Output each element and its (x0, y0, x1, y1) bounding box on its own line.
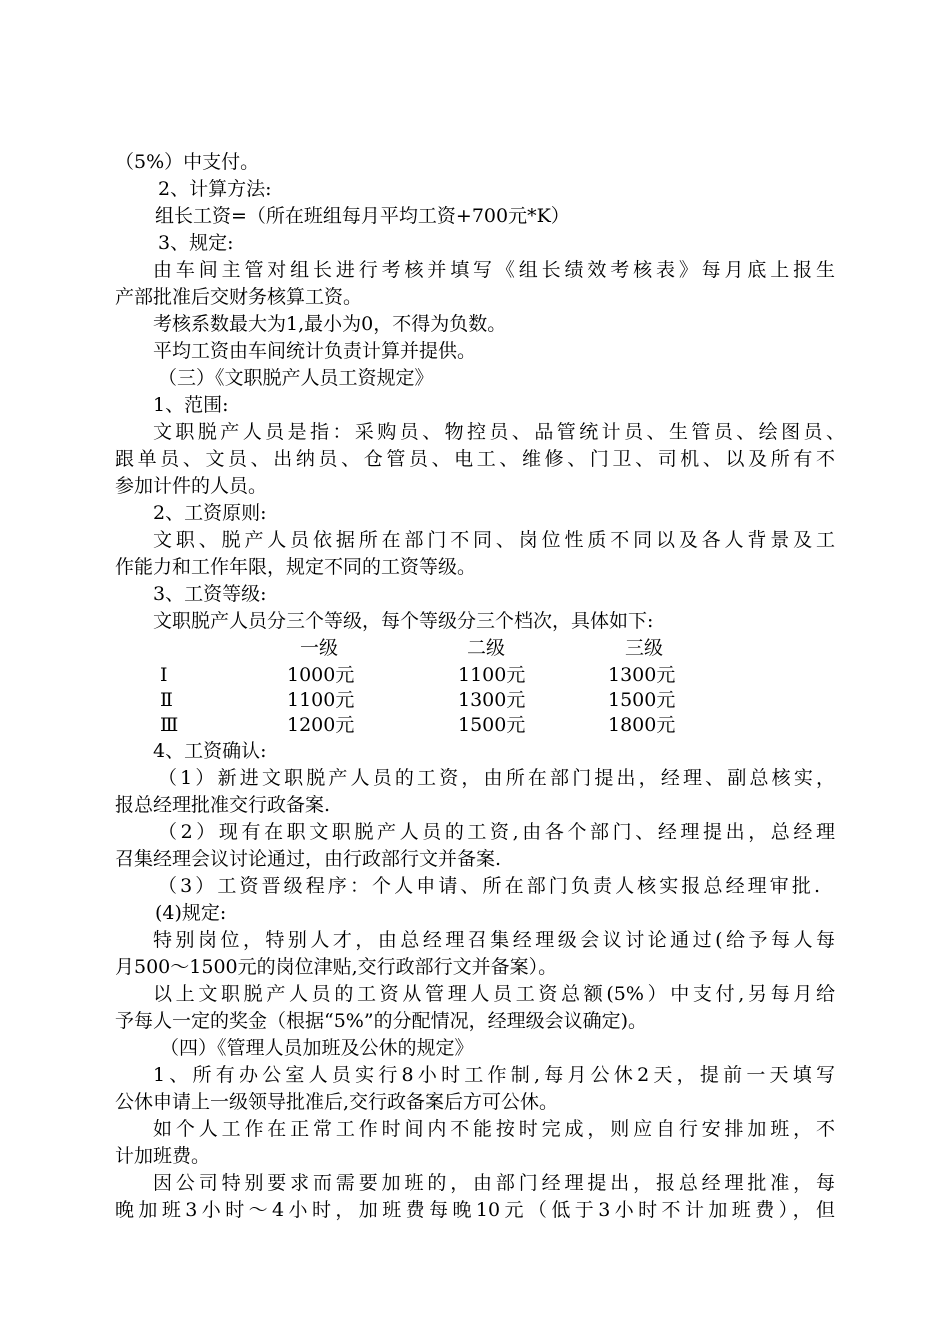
text-line: 4、工资确认: (153, 740, 267, 762)
text-line: 1、范围: (153, 394, 229, 416)
table-cell: 1800元 (608, 714, 676, 736)
text-line: 因公司特别要求而需要加班的，由部门经理提出，报总经理批准，每 (153, 1172, 835, 1194)
section-heading: （四）《管理人员加班及公休的规定》 (160, 1037, 474, 1059)
text-line: 如个人工作在正常工作时间内不能按时完成，则应自行安排加班，不 (153, 1118, 835, 1140)
text-line: 3、规定: (158, 232, 234, 254)
text-line: 由车间主管对组长进行考核并填写《组长绩效考核表》每月底上报生 (153, 259, 835, 281)
table-cell: 1500元 (458, 714, 526, 736)
text-line: 以上文职脱产人员的工资从管理人员工资总额(5%）中支付,另每月给 (153, 983, 835, 1005)
text-line: 文职脱产人员是指：采购员、物控员、品管统计员、生管员、绘图员、 (153, 421, 845, 443)
text-line: 3、工资等级: (153, 583, 267, 605)
table-cell: 1300元 (458, 689, 526, 711)
text-line: （2）现有在职文职脱产人员的工资,由各个部门、经理提出，总经理 (158, 821, 835, 843)
text-line: 晚加班3小时～4小时，加班费每晚10元（低于3小时不计加班费），但 (115, 1199, 835, 1221)
table-cell: 1500元 (608, 689, 676, 711)
text-line: 2、工资原则: (153, 502, 267, 524)
text-line: 月500～1500元的岗位津贴,交行政部行文并备案）。 (115, 956, 558, 978)
text-line: 组长工资=（所在班组每月平均工资+700元*K） (155, 205, 570, 227)
section-heading: （三）《文职脱产人员工资规定》 (158, 367, 434, 389)
text-line: 公休申请上一级领导批准后,交行政备案后方可公休。 (115, 1091, 559, 1113)
table-cell: 1200元 (287, 714, 355, 736)
table-cell: 1100元 (458, 664, 526, 686)
table-row-label: Ⅱ (160, 689, 173, 711)
table-header: 一级 (300, 637, 339, 659)
text-line: 平均工资由车间统计负责计算并提供。 (153, 340, 477, 362)
text-line: 1、所有办公室人员实行8小时工作制,每月公休2天，提前一天填写 (153, 1064, 835, 1086)
text-line: 2、计算方法: (158, 178, 272, 200)
text-line: 作能力和工作年限，规定不同的工资等级。 (115, 556, 477, 578)
text-line: 报总经理批准交行政备案. (115, 794, 331, 816)
text-line: 参加计件的人员。 (115, 475, 268, 497)
text-line: 特别岗位，特别人才，由总经理召集经理级会议讨论通过(给予每人每 (153, 929, 835, 951)
text-line: 计加班费。 (115, 1145, 211, 1167)
text-line: （1）新进文职脱产人员的工资，由所在部门提出，经理、副总核实， (158, 767, 835, 789)
table-cell: 1100元 (287, 689, 355, 711)
text-line: 召集经理会议讨论通过，由行政部行文并备案. (115, 848, 502, 870)
text-line: 文职脱产人员分三个等级，每个等级分三个档次，具体如下: (153, 610, 654, 632)
table-row-label: Ⅲ (160, 714, 179, 736)
table-cell: 1300元 (608, 664, 676, 686)
text-line: 考核系数最大为1,最小为0，不得为负数。 (153, 313, 507, 335)
text-line: 文职、脱产人员依据所在部门不同、岗位性质不同以及各人背景及工 (153, 529, 835, 551)
table-header: 二级 (467, 637, 506, 659)
text-line: 产部批准后交财务核算工资。 (115, 286, 363, 308)
table-row-label: Ⅰ (160, 664, 168, 686)
text-line: （3）工资晋级程序：个人申请、所在部门负责人核实报总经理审批. (158, 875, 820, 897)
text-line: 跟单员、文员、出纳员、仓管员、电工、维修、门卫、司机、以及所有不 (115, 448, 835, 470)
table-cell: 1000元 (287, 664, 355, 686)
text-line: （5%）中支付。 (115, 151, 260, 173)
text-line: 予每人一定的奖金（根据“5%”的分配情况，经理级会议确定)。 (115, 1010, 647, 1032)
table-header: 三级 (625, 637, 664, 659)
text-line: (4)规定: (155, 902, 227, 924)
